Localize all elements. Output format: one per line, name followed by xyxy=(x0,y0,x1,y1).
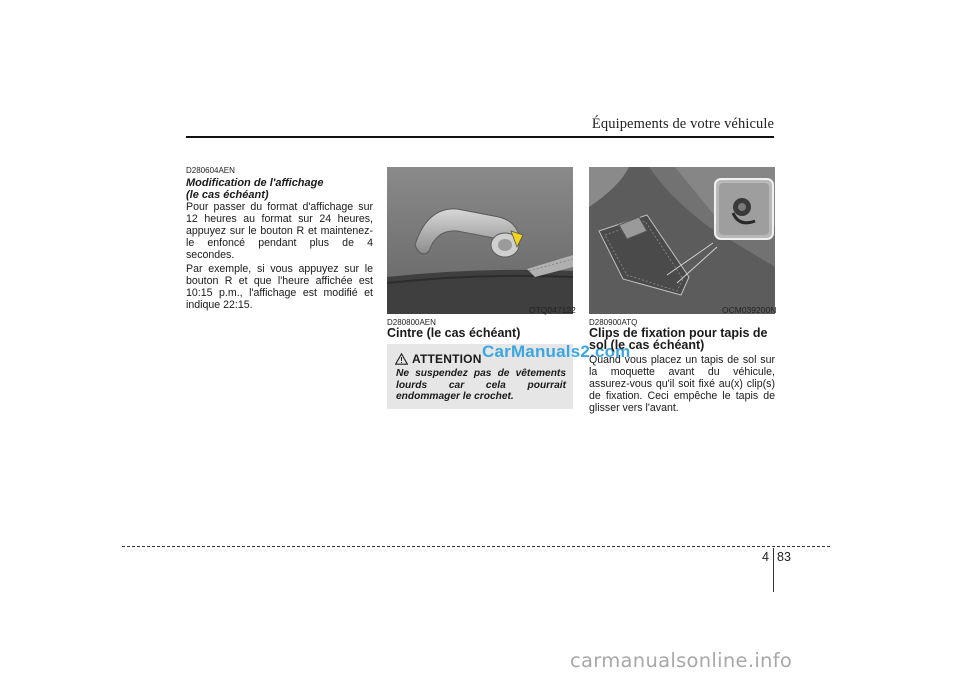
header-divider xyxy=(186,136,774,138)
coat-hook-image xyxy=(387,167,573,314)
warning-triangle-icon xyxy=(395,353,408,365)
page-header-title: Équipements de votre véhicule xyxy=(591,116,774,132)
footer-divider xyxy=(122,546,830,547)
coat-hook-illustration xyxy=(387,167,573,314)
section-code: D280604AEN xyxy=(186,166,235,175)
attention-title: ATTENTION xyxy=(412,352,482,366)
subtitle-line-1: Modification de l'affichage xyxy=(186,177,324,189)
section-code: D280800AEN xyxy=(387,318,436,327)
left-body-text xyxy=(186,201,373,313)
floor-mat-illustration xyxy=(589,167,775,314)
paragraph: Pour passer du format d'affichage sur 12 heures au format sur 24 heures, appuyez sur le bouton R et maintenez-le enfoncé pendant plus de 4 secondes. xyxy=(186,201,373,261)
attention-text: Ne suspendez pas de vêtements lourds car cela pourrait endommager le crochet. xyxy=(396,368,566,402)
watermark-text: CarManuals2.com xyxy=(482,342,631,361)
right-body-text xyxy=(589,354,775,416)
section-subtitle xyxy=(186,178,374,201)
image-caption: OTQ047122 xyxy=(529,305,576,315)
paragraph: Quand vous placez un tapis de sol sur la moquette avant du véhicule, assurez-vous qu'il soit fixé au(x) clip(s) de fixation. Ceci empêche le tapis de glisser vers l'avant. xyxy=(589,354,775,414)
chapter-number: 4 xyxy=(762,550,769,564)
section-title: Cintre (le cas échéant) xyxy=(387,326,521,340)
section-title: Clips de fixation pour tapis de sol (le cas échéant) xyxy=(589,326,768,352)
floor-mat-image xyxy=(589,167,775,314)
image-caption: OCM039200N xyxy=(722,305,777,315)
page-number-divider xyxy=(773,548,774,592)
page-number: 83 xyxy=(777,550,791,564)
subtitle-line-2: (le cas échéant) xyxy=(186,188,269,201)
paragraph: Par exemple, si vous appuyez sur le bouton R et que l'heure affichée est 10:15 p.m., l'affichage est modifié et indique 22:15. xyxy=(186,263,373,311)
section-code: D280900ATQ xyxy=(589,318,638,327)
bottom-watermark: carmanualsonline.info xyxy=(570,649,793,672)
